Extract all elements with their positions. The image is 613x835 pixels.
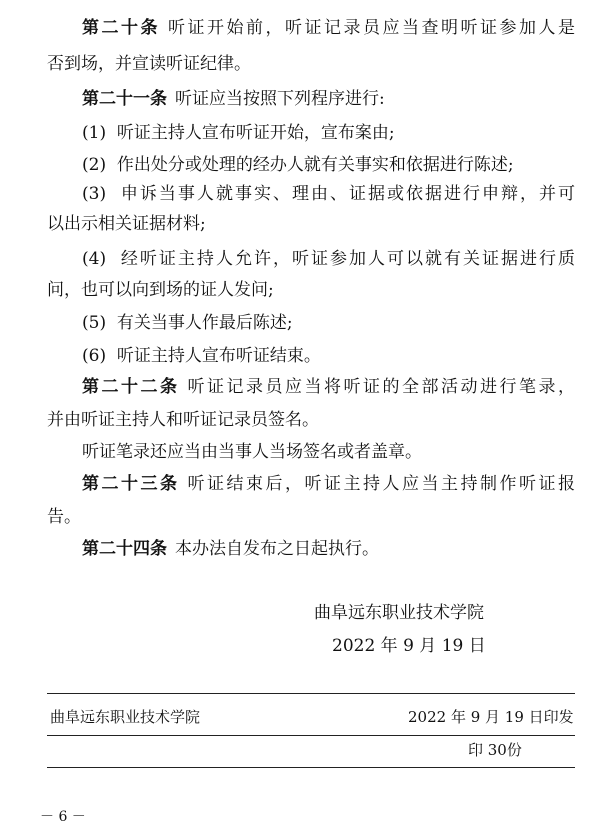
page-number: － 6 － — [40, 809, 86, 825]
procedure-item-4-line-2: 问，也可以向到场的证人发问; — [47, 280, 274, 300]
article-21-line-1: 第二十一条 听证应当按照下列程序进行: — [82, 89, 385, 109]
footer-print-date: 2022 年 9 月 19 日印发 — [408, 708, 574, 726]
article-22-line-2: 并由听证主持人和听证记录员签名。 — [47, 410, 319, 430]
footer-bottom-rule — [47, 767, 575, 768]
article-20-line-2: 否到场，并宣读听证纪律。 — [47, 54, 251, 74]
article-23-title: 第二十三条 — [82, 474, 180, 494]
procedure-item-3-line-2: 以出示相关证据材料; — [47, 214, 206, 234]
article-20-title: 第二十条 — [82, 18, 160, 38]
article-23-line-1: 第二十三条 听证结束后，听证主持人应当主持制作听证报 — [82, 474, 575, 494]
article-21-title: 第二十一条 — [82, 89, 167, 109]
article-24-title: 第二十四条 — [82, 539, 167, 559]
article-23-line-2: 告。 — [47, 507, 81, 527]
footer-copies: 印 30份 — [468, 741, 522, 759]
article-24-line: 第二十四条 本办法自发布之日起执行。 — [82, 539, 379, 559]
procedure-item-2: (2) 作出处分或处理的经办人就有关事实和依据进行陈述; — [82, 155, 514, 175]
signature-org: 曲阜远东职业技术学院 — [314, 603, 484, 623]
procedure-item-3-line-1: (3) 申诉当事人就事实、理由、证据或依据进行申辩，并可 — [82, 184, 576, 204]
article-22-line-1: 第二十二条 听证记录员应当将听证的全部活动进行笔录， — [82, 377, 575, 397]
procedure-item-5: (5) 有关当事人作最后陈述; — [82, 313, 293, 333]
procedure-item-4-line-1: (4) 经听证主持人允许，听证参加人可以就有关证据进行质 — [82, 249, 576, 269]
article-20-line-1: 第二十条 听证开始前，听证记录员应当查明听证参加人是 — [82, 18, 575, 38]
procedure-item-6: (6) 听证主持人宣布听证结束。 — [82, 346, 321, 366]
footer-org: 曲阜远东职业技术学院 — [50, 708, 201, 726]
footer-middle-rule — [47, 735, 575, 736]
procedure-item-1: (1) 听证主持人宣布听证开始，宣布案由; — [82, 123, 395, 143]
article-22-extra: 听证笔录还应当由当事人当场签名或者盖章。 — [82, 442, 422, 462]
signature-date: 2022 年 9 月 19 日 — [332, 636, 486, 656]
footer-top-rule — [47, 693, 575, 694]
article-22-title: 第二十二条 — [82, 377, 180, 397]
